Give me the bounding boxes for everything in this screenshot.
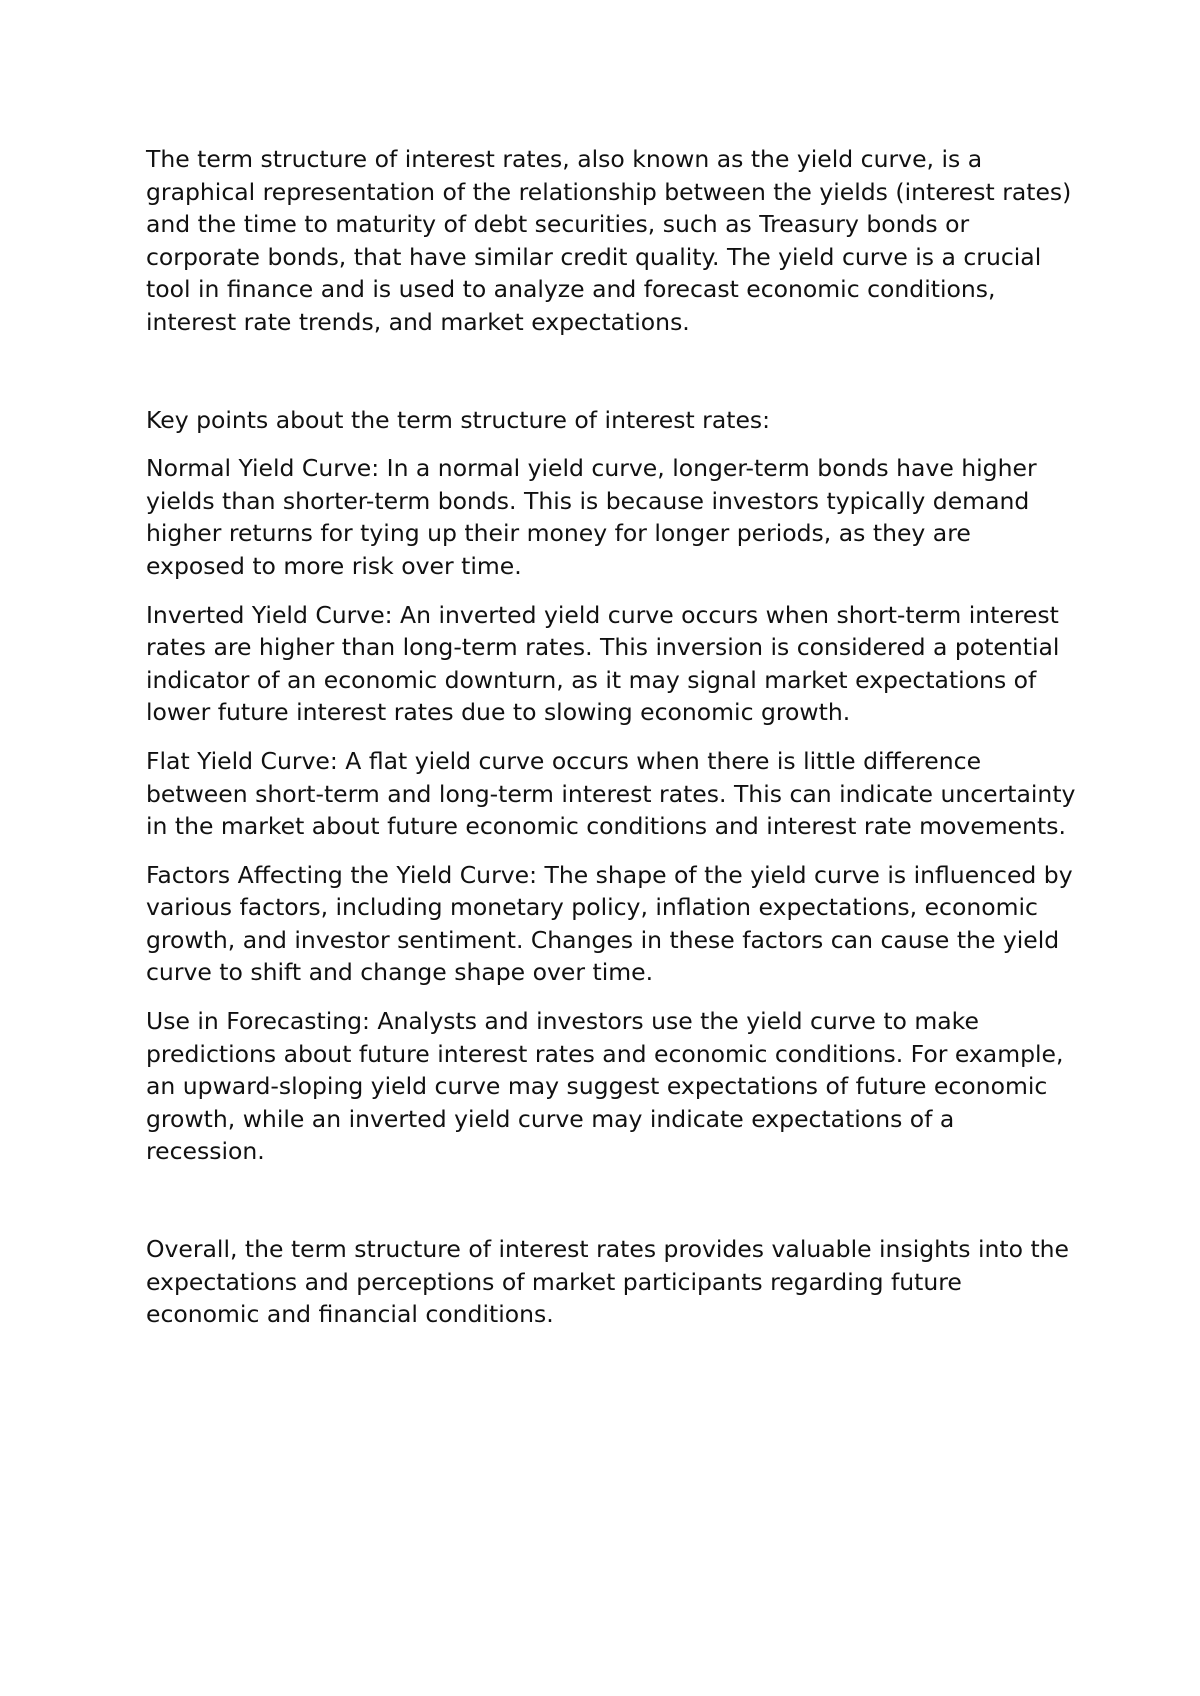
point-use-in-forecasting: Use in Forecasting: Analysts and investors use the yield curve to make predictions about future interest rates and economic conditions. For example, an upward-sloping yield curve may suggest expectations of future economic growth, while an inverted yield curve may indicate expectations of a recession. bbox=[146, 1007, 1064, 1166]
intro-paragraph: The term structure of interest rates, also known as the yield curve, is a graphical representation of the relationship between the yields (interest rates) and the time to maturity of debt securities, such as Treasury bonds or corporate bonds, that have similar credit quality. The yield curve is a crucial tool in finance and is used to analyze and forecast economic conditions, interest rate trends, and market expectations. bbox=[146, 145, 1072, 336]
key-points-heading: Key points about the term structure of interest rates: bbox=[146, 405, 771, 434]
conclusion-paragraph: Overall, the term structure of interest rates provides valuable insights into the expectations and perceptions of market participants regarding future economic and financial conditions. bbox=[146, 1235, 1070, 1329]
point-normal-yield-curve: Normal Yield Curve: In a normal yield curve, longer-term bonds have higher yields than shorter-term bonds. This is because investors typically demand higher returns for tying up their money for longer periods, as they are exposed to more risk over time. bbox=[146, 454, 1037, 580]
point-inverted-yield-curve: Inverted Yield Curve: An inverted yield curve occurs when short-term interest rates are higher than long-term rates. This inversion is considered a potential indicator of an economic downturn, as it may signal market expectations of lower future interest rates due to slowing economic growth. bbox=[146, 600, 1060, 727]
point-flat-yield-curve: Flat Yield Curve: A flat yield curve occurs when there is little difference between short-term and long-term interest rates. This can indicate uncertainty in the market about future economic conditions and interest rate movements. bbox=[146, 746, 1076, 841]
point-factors-affecting: Factors Affecting the Yield Curve: The shape of the yield curve is influenced by various factors, including monetary policy, inflation expectations, economic growth, and investor sentiment. Changes in these factors can cause the yield curve to shift and change shape over time. bbox=[146, 860, 1073, 987]
document-page bbox=[146, 143, 1076, 1331]
